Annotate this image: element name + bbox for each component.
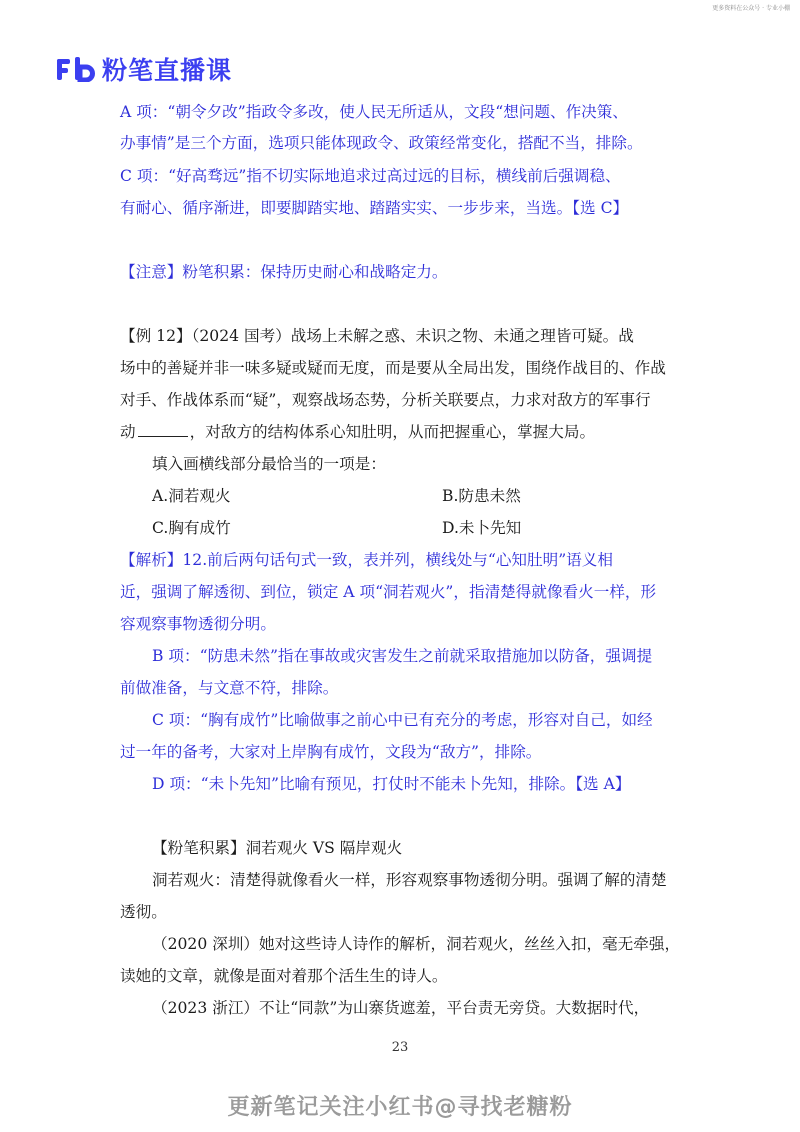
accumulation-heading: 【粉笔积累】洞若观火 VS 隔岸观火 <box>152 839 403 857</box>
brand-name: 粉笔直播课 <box>102 56 233 85</box>
analysis-line: 过一年的备考，大家对上岸胸有成竹，文段为“敌方”，排除。 <box>120 743 542 761</box>
analysis-line: D 项：“未卜先知”比喻有预见，打仗时不能未卜先知，排除。【选 A】 <box>152 775 631 793</box>
analysis-line: 【解析】12.前后两句话句式一致，表并列，横线处与“心知肚明”语义相 <box>120 551 613 569</box>
paragraph-line: C 项：“好高骛远”指不切实际地追求过高过远的目标，横线前后强调稳、 <box>120 167 621 185</box>
accumulation-line: 洞若观火：清楚得就像看火一样，形容观察事物透彻分明。强调了解的清楚 <box>152 871 667 889</box>
accumulation-line: 透彻。 <box>120 903 167 921</box>
accumulation-line: （2020 深圳）她对这些诗人诗作的解析，洞若观火，丝丝入扣，毫无牵强， <box>152 935 681 953</box>
corner-note: 更多资料在公众号 · 专业小棚 <box>712 5 790 12</box>
option-b: B.防患未然 <box>442 487 521 505</box>
fill-in-blank <box>138 422 188 437</box>
analysis-line: 容观察事物透彻分明。 <box>120 615 276 633</box>
footer-banner: 更新笔记关注小红书@寻找老糖粉 <box>227 1095 573 1120</box>
question-line: 场中的善疑并非一味多疑或疑而无度，而是要从全局出发，围绕作战目的、作战 <box>120 359 666 377</box>
accumulation-line: （2023 浙江）不让“同款”为山寨货遮羞，平台责无旁贷。大数据时代， <box>152 999 650 1017</box>
paragraph-line: 办事情”是三个方面，选项只能体现政令、政策经常变化，搭配不当，排除。 <box>120 134 643 152</box>
brand-logo <box>56 52 232 86</box>
question-text-before-blank: 动 <box>120 423 136 441</box>
analysis-line: B 项：“防患未然”指在事故或灾害发生之前就采取措施加以防备，强调提 <box>152 647 653 665</box>
option-d: D.未卜先知 <box>442 519 522 537</box>
accumulation-line: 读她的文章，就像是面对着那个活生生的诗人。 <box>120 967 448 985</box>
option-c: C.胸有成竹 <box>152 519 231 537</box>
note-line: 【注意】粉笔积累：保持历史耐心和战略定力。 <box>120 263 448 281</box>
paragraph-line: A 项：“朝令夕改”指政令多改，使人民无所适从，文段“想问题、作决策、 <box>120 103 628 121</box>
option-a: A.洞若观火 <box>152 487 231 505</box>
fenbi-logo-icon <box>56 56 96 82</box>
question-text-after-blank: ，对敌方的结构体系心知肚明，从而把握重心，掌握大局。 <box>189 423 596 441</box>
analysis-line: 前做准备，与文意不符，排除。 <box>120 679 339 697</box>
analysis-line: C 项：“胸有成竹”比喻做事之前心中已有充分的考虑，形容对自己，如经 <box>152 711 653 729</box>
paragraph-line: 有耐心、循序渐进，即要脚踏实地、踏踏实实、一步步来，当选。【选 C】 <box>120 199 629 217</box>
question-line: 对手、作战体系而“疑”，观察战场态势，分析关联要点，力求对敌方的军事行 <box>120 391 651 409</box>
question-line: 【例 12】（2024 国考）战场上未解之惑、未识之物、未通之理皆可疑。战 <box>120 327 634 345</box>
analysis-line: 近，强调了解透彻、到位，锁定 A 项“洞若观火”，指清楚得就像看火一样，形 <box>120 583 657 601</box>
page-number: 23 <box>391 1040 409 1055</box>
question-prompt: 填入画横线部分最恰当的一项是： <box>152 455 386 473</box>
question-line <box>120 422 595 442</box>
